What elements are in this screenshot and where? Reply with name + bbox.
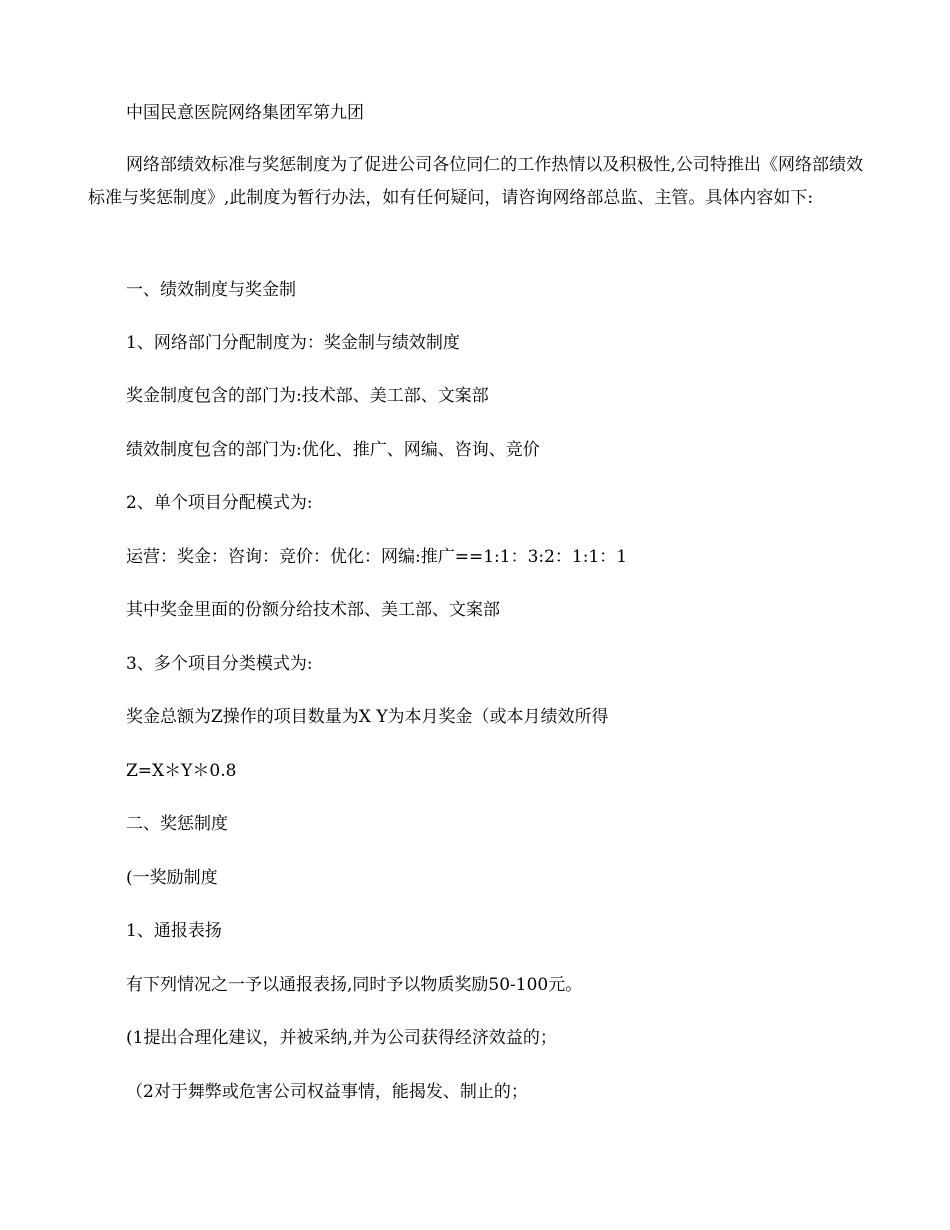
text-line: 绩效制度包含的部门为:优化、推广、网编、咨询、竞价 [126,440,540,460]
list-item: （2对于舞弊或危害公司权益事情，能揭发、制止的； [126,1082,528,1102]
intro-paragraph: 网络部绩效标准与奖惩制度为了促进公司各位同仁的工作热情以及积极性,公司特推出《网络部绩效标准与奖惩制度》,此制度为暂行办法，如有任何疑问，请咨询网络部总监、主管。具体内容如下: [88,155,863,208]
text-line: 2、单个项目分配模式为: [126,493,313,513]
ratio-line: 运营：奖金：咨询：竞价：优化：网编:推广==1:1：3:2：1:1：1 [126,547,628,567]
text-line: 有下列情况之一予以通报表扬,同时予以物质奖励50-100元。 [126,975,583,995]
text-line: (一奖励制度 [126,868,218,888]
text-line: 奖金总额为Z操作的项目数量为X Y为本月奖金（或本月绩效所得 [126,707,609,727]
list-item: (1提出合理化建议，并被采纳,并为公司获得经济效益的； [126,1028,557,1048]
text-line: 3、多个项目分类模式为: [126,654,313,674]
formula-line: Z=X＊Y＊0.8 [126,761,237,781]
text-line: 1、网络部门分配制度为：奖金制与绩效制度 [126,333,460,353]
section-title-rewards: 二、奖惩制度 [126,814,228,834]
text-line: 奖金制度包含的部门为:技术部、美工部、文案部 [126,386,489,406]
text-line: 其中奖金里面的份额分给技术部、美工部、文案部 [126,600,500,620]
text-line: 1、通报表扬 [126,921,222,941]
section-title-performance: 一、绩效制度与奖金制 [126,280,296,300]
document-heading: 中国民意医院网络集团军第九团 [126,103,364,123]
